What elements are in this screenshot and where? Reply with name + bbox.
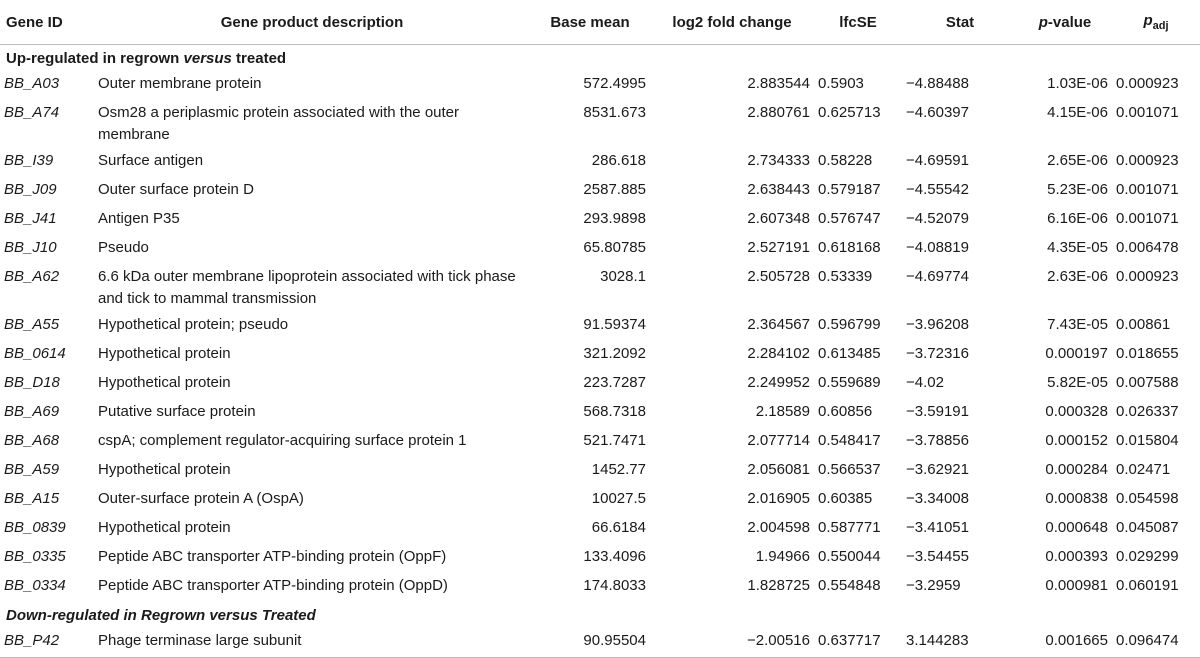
lfcse-cell: 0.625713 <box>818 104 881 121</box>
base-mean-cell: 133.4096 <box>583 548 646 565</box>
p-adj-cell: 0.026337 <box>1116 403 1179 420</box>
table-row <box>0 264 1200 312</box>
header-base-mean: Base mean <box>530 0 650 45</box>
p-value-cell: 0.000648 <box>1045 519 1108 536</box>
stat-cell: −3.41051 <box>906 519 969 536</box>
gene-id-cell: BB_A62 <box>4 268 60 285</box>
description-cell: cspA; complement regulator-acquiring surface protein 1 <box>98 432 467 449</box>
section-down-text: Down-regulated in Regrown versus Treated <box>6 606 316 624</box>
p-adj-cell: 0.018655 <box>1116 345 1179 362</box>
p-value-cell: 0.000197 <box>1045 345 1108 362</box>
p-value-cell: 0.000328 <box>1045 403 1108 420</box>
p-value-cell: 7.43E-05 <box>1047 316 1108 333</box>
base-mean-cell: 65.80785 <box>583 239 646 256</box>
table-row <box>0 341 1200 370</box>
gene-id-cell: BB_A74 <box>4 104 60 121</box>
stat-cell: −3.54455 <box>906 548 969 565</box>
lfcse-cell: 0.554848 <box>818 577 881 594</box>
description-cell: Hypothetical protein; pseudo <box>98 316 289 333</box>
description-cell: Outer surface protein D <box>98 181 254 198</box>
p-value-cell: 0.000393 <box>1045 548 1108 565</box>
base-mean-cell: 223.7287 <box>583 374 646 391</box>
table-row <box>0 573 1200 602</box>
table-row <box>0 399 1200 428</box>
p-adj-cell: 0.001071 <box>1116 104 1179 121</box>
stat-cell: −4.69591 <box>906 152 969 169</box>
gene-id-cell: BB_D18 <box>4 374 60 391</box>
gene-id-cell: BB_A55 <box>4 316 60 333</box>
description-cell: Hypothetical protein <box>98 345 231 362</box>
lfcse-cell: 0.60385 <box>818 490 873 507</box>
header-gene-id: Gene ID <box>0 0 94 45</box>
lfcse-cell: 0.566537 <box>818 461 881 478</box>
description-cell: Outer-surface protein A (OspA) <box>98 490 304 507</box>
description-cell: Outer membrane protein <box>98 75 262 92</box>
p-value-cell: 4.15E-06 <box>1047 104 1108 121</box>
p-value-cell: 5.82E-05 <box>1047 374 1108 391</box>
table-row <box>0 206 1200 235</box>
lfcse-cell: 0.618168 <box>818 239 881 256</box>
log2-fold-change-cell: −2.00516 <box>650 628 814 658</box>
header-p-adj <box>1112 0 1200 45</box>
log2-fold-change-cell: 2.734333 <box>747 152 810 169</box>
stat-cell: −3.72316 <box>906 345 969 362</box>
stat-cell: −3.59191 <box>906 403 969 420</box>
p-value-cell: 6.16E-06 <box>1047 210 1108 227</box>
log2-fold-change-cell: 2.364567 <box>747 316 810 333</box>
p-value-cell: 0.001665 <box>1018 628 1112 658</box>
base-mean-cell: 521.7471 <box>583 432 646 449</box>
p-adj-cell: 0.006478 <box>1116 239 1179 256</box>
lfcse-cell: 0.613485 <box>818 345 881 362</box>
log2-fold-change-cell: 2.527191 <box>747 239 810 256</box>
table-row <box>0 100 1200 148</box>
base-mean-cell: 174.8033 <box>583 577 646 594</box>
lfcse-cell: 0.587771 <box>818 519 881 536</box>
table-row <box>0 428 1200 457</box>
log2-fold-change-cell: 2.883544 <box>747 75 810 92</box>
p-adj-cell: 0.060191 <box>1116 577 1179 594</box>
p-value-cell: 4.35E-05 <box>1047 239 1108 256</box>
header-p-value-rest: -value <box>1047 13 1092 31</box>
header-description: Gene product description <box>94 0 530 45</box>
section-up-suffix: treated <box>231 49 287 67</box>
lfcse-cell: 0.576747 <box>818 210 881 227</box>
base-mean-cell: 1452.77 <box>591 461 646 478</box>
lfcse-cell: 0.579187 <box>818 181 881 198</box>
gene-id-cell: BB_J09 <box>4 181 57 198</box>
base-mean-cell: 66.6184 <box>591 519 646 536</box>
p-adj-cell: 0.00861 <box>1116 316 1171 333</box>
base-mean-cell: 10027.5 <box>591 490 646 507</box>
section-down-regulated <box>0 602 1200 628</box>
table-row <box>0 544 1200 573</box>
lfcse-cell: 0.548417 <box>818 432 881 449</box>
stat-cell: −3.62921 <box>906 461 969 478</box>
description-cell: Surface antigen <box>98 152 204 169</box>
gene-id-cell: BB_A03 <box>4 75 60 92</box>
gene-id-cell: BB_0334 <box>4 577 66 594</box>
stat-cell: −4.55542 <box>906 181 969 198</box>
log2-fold-change-cell: 2.607348 <box>747 210 810 227</box>
log2-fold-change-cell: 2.284102 <box>747 345 810 362</box>
base-mean-cell: 2587.885 <box>583 181 646 198</box>
lfcse-cell: 0.637717 <box>814 628 902 658</box>
log2-fold-change-cell: 2.056081 <box>747 461 810 478</box>
base-mean-cell: 90.95504 <box>530 628 650 658</box>
stat-cell: −3.2959 <box>906 577 961 594</box>
log2-fold-change-cell: 2.016905 <box>747 490 810 507</box>
p-adj-cell: 0.054598 <box>1116 490 1179 507</box>
description-cell: Putative surface protein <box>98 403 256 420</box>
base-mean-cell: 3028.1 <box>600 268 646 285</box>
description-cell: Peptide ABC transporter ATP-binding protein (OppD) <box>98 577 448 594</box>
header-stat: Stat <box>902 0 1018 45</box>
gene-id-cell: BB_P42 <box>0 628 94 658</box>
p-adj-cell: 0.000923 <box>1116 75 1179 92</box>
section-up-prefix: Up-regulated in regrown <box>6 49 184 67</box>
p-value-cell: 1.03E-06 <box>1047 75 1108 92</box>
p-value-cell: 0.000284 <box>1045 461 1108 478</box>
base-mean-cell: 568.7318 <box>583 403 646 420</box>
description-cell: Phage terminase large subunit <box>94 628 530 658</box>
stat-cell: −4.52079 <box>906 210 969 227</box>
log2-fold-change-cell: 1.828725 <box>747 577 810 594</box>
description-cell: Hypothetical protein <box>98 374 231 391</box>
gene-id-cell: BB_A59 <box>4 461 60 478</box>
gene-id-cell: BB_I39 <box>4 152 54 169</box>
base-mean-cell: 293.9898 <box>583 210 646 227</box>
p-adj-cell: 0.007588 <box>1116 374 1179 391</box>
table-row <box>0 370 1200 399</box>
header-p-value-italic: p <box>1038 13 1048 31</box>
table-row <box>0 515 1200 544</box>
p-adj-cell: 0.000923 <box>1116 268 1179 285</box>
p-value-cell: 0.000838 <box>1045 490 1108 507</box>
p-value-cell: 5.23E-06 <box>1047 181 1108 198</box>
log2-fold-change-cell: 2.077714 <box>747 432 810 449</box>
log2-fold-change-cell: 2.004598 <box>747 519 810 536</box>
table-row <box>0 177 1200 206</box>
header-p-adj-sub: adj <box>1152 20 1169 32</box>
table-row <box>0 486 1200 515</box>
gene-id-cell: BB_0839 <box>4 519 66 536</box>
base-mean-cell: 286.618 <box>591 152 646 169</box>
description-cell: Hypothetical protein <box>98 519 231 536</box>
lfcse-cell: 0.60856 <box>818 403 873 420</box>
base-mean-cell: 321.2092 <box>583 345 646 362</box>
lfcse-cell: 0.559689 <box>818 374 881 391</box>
section-up-regulated <box>0 45 1200 72</box>
description-cell: Antigen P35 <box>98 210 180 227</box>
p-adj-cell: 0.096474 <box>1112 628 1200 658</box>
p-adj-cell: 0.045087 <box>1116 519 1179 536</box>
description-cell: Hypothetical protein <box>98 461 231 478</box>
gene-id-cell: BB_0335 <box>4 548 66 565</box>
log2-fold-change-cell: 2.18589 <box>755 403 810 420</box>
gene-id-cell: BB_A15 <box>4 490 60 507</box>
lfcse-cell: 0.53339 <box>818 268 873 285</box>
section-up-label <box>0 45 1200 72</box>
p-value-cell: 2.65E-06 <box>1047 152 1108 169</box>
p-value-cell: 2.63E-06 <box>1047 268 1108 285</box>
section-down-label <box>0 602 1200 628</box>
table-row <box>0 457 1200 486</box>
p-adj-cell: 0.001071 <box>1116 210 1179 227</box>
gene-id-cell: BB_J10 <box>4 239 57 256</box>
header-p-adj-main: p <box>1143 12 1153 29</box>
gene-id-cell: BB_0614 <box>4 345 66 362</box>
header-p-value <box>1018 0 1112 45</box>
description-cell: Osm28 a periplasmic protein associated with the outer membrane <box>98 104 460 143</box>
table-row <box>0 235 1200 264</box>
stat-cell: 3.144283 <box>902 628 1018 658</box>
base-mean-cell: 91.59374 <box>583 316 646 333</box>
lfcse-cell: 0.58228 <box>818 152 873 169</box>
table-row <box>0 148 1200 177</box>
lfcse-cell: 0.550044 <box>818 548 881 565</box>
header-lfcse: lfcSE <box>814 0 902 45</box>
gene-id-cell: BB_A68 <box>4 432 60 449</box>
p-adj-cell: 0.000923 <box>1116 152 1179 169</box>
p-value-cell: 0.000981 <box>1045 577 1108 594</box>
table-row <box>0 312 1200 341</box>
description-cell: Pseudo <box>98 239 149 256</box>
p-adj-cell: 0.001071 <box>1116 181 1179 198</box>
table-row <box>0 628 1200 658</box>
p-adj-cell: 0.015804 <box>1116 432 1179 449</box>
base-mean-cell: 572.4995 <box>583 75 646 92</box>
header-log2-fold-change: log2 fold change <box>650 0 814 45</box>
p-adj-cell: 0.029299 <box>1116 548 1179 565</box>
gene-id-cell: BB_J41 <box>4 210 57 227</box>
log2-fold-change-cell: 2.505728 <box>747 268 810 285</box>
stat-cell: −3.34008 <box>906 490 969 507</box>
stat-cell: −4.02 <box>906 374 944 391</box>
stat-cell: −4.69774 <box>906 268 969 285</box>
p-value-cell: 0.000152 <box>1045 432 1108 449</box>
gene-id-cell: BB_A69 <box>4 403 60 420</box>
section-up-versus: versus <box>183 49 232 67</box>
p-adj-cell: 0.02471 <box>1116 461 1171 478</box>
stat-cell: −3.96208 <box>906 316 969 333</box>
lfcse-cell: 0.596799 <box>818 316 881 333</box>
stat-cell: −4.60397 <box>906 104 969 121</box>
log2-fold-change-cell: 2.638443 <box>747 181 810 198</box>
description-cell: Peptide ABC transporter ATP-binding protein (OppF) <box>98 548 447 565</box>
lfcse-cell: 0.5903 <box>818 75 864 92</box>
stat-cell: −3.78856 <box>906 432 969 449</box>
description-cell: 6.6 kDa outer membrane lipoprotein associated with tick phase and tick to mammal transmission <box>98 268 516 307</box>
log2-fold-change-cell: 2.249952 <box>747 374 810 391</box>
table-header-row <box>0 0 1200 45</box>
base-mean-cell: 8531.673 <box>583 104 646 121</box>
stat-cell: −4.08819 <box>906 239 969 256</box>
table-row <box>0 71 1200 100</box>
stat-cell: −4.88488 <box>906 75 969 92</box>
log2-fold-change-cell: 1.94966 <box>755 548 810 565</box>
log2-fold-change-cell: 2.880761 <box>747 104 810 121</box>
